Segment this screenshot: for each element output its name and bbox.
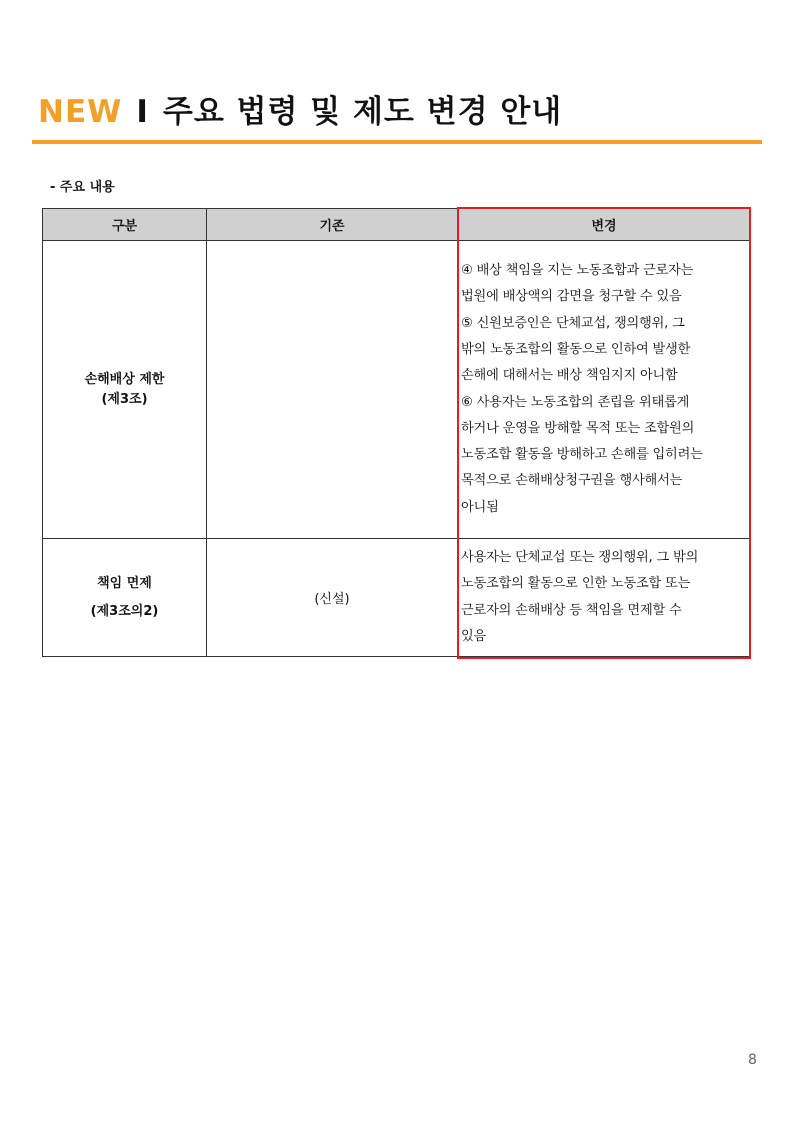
after-line: 아니됨 [461,499,499,515]
page-number: 8 [748,1052,757,1068]
category-cell [43,241,207,539]
after-line: 근로자의 손해배상 등 책임을 면제할 수 [461,602,682,618]
header-after: 변경 [458,209,751,241]
after-line: 노동조합의 활동으로 인한 노동조합 또는 [461,576,691,592]
title-underline [32,140,762,144]
header-before: 기존 [207,209,458,241]
after-line: 있음 [461,628,487,644]
category-name: 손해배상 제한 [84,371,165,387]
title-separator: I [136,94,149,130]
category-article: (제3조의2) [90,603,159,619]
after-line: ④ 배상 책임을 지는 노동조합과 근로자는 [461,263,694,279]
highlight-box [457,207,751,659]
before-cell: (신설) [207,539,458,657]
after-line: 노동조합 활동을 방해하고 손해를 입히려는 [461,447,703,463]
after-line: ⑤ 신원보증인은 단체교섭, 쟁의행위, 그 [461,315,685,331]
before-cell [207,241,458,539]
after-line: 손해에 대해서는 배상 책임지지 아니함 [461,368,678,384]
category-name: 책임 면제 [97,575,152,591]
after-line: 하거나 운영을 방해할 목적 또는 조합원의 [461,420,695,436]
page-title [38,86,562,131]
after-line: 사용자는 단체교섭 또는 쟁의행위, 그 밖의 [461,549,699,565]
section-label: - 주요 내용 [50,180,115,195]
after-line: 밖의 노동조합의 활동으로 인하여 발생한 [461,341,691,357]
header-category: 구분 [43,209,207,241]
title-accent: NEW [38,94,123,130]
title-text: 주요 법령 및 제도 변경 안내 [162,94,563,130]
after-line: 법원에 배상액의 감면을 청구할 수 있음 [461,289,682,305]
after-line: ⑥ 사용자는 노동조합의 존립을 위태롭게 [461,394,690,410]
after-line: 목적으로 손해배상청구권을 행사해서는 [461,473,683,489]
category-article: (제3조) [101,391,148,407]
category-cell [43,539,207,657]
